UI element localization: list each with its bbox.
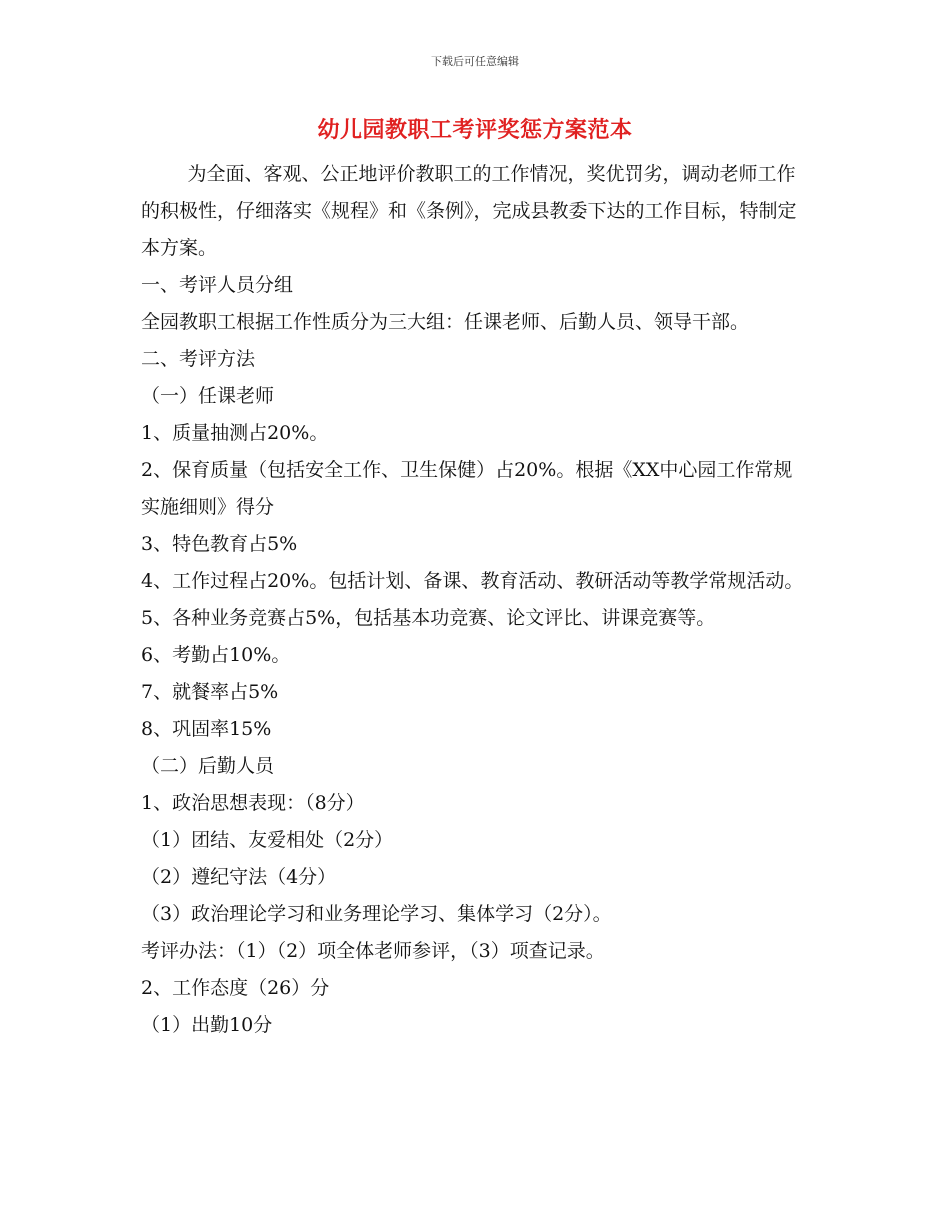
list-item: 7、就餐率占5%: [141, 681, 279, 703]
intro-paragraph: 为全面、客观、公正地评价教职工的工作情况，奖优罚劣，调动老师工作的积极性，仔细落实《规程》和《条例》，完成县教委下达的工作目标，特制定本方案。: [141, 163, 797, 259]
sub-list-item: （1）团结、友爱相处（2分）: [141, 829, 394, 851]
section-heading: 一、考评人员分组: [141, 274, 294, 296]
list-item: 2、保育质量（包括安全工作、卫生保健）占20%。根据《XX中心园工作常规实施细则》得分: [141, 459, 793, 518]
list-item: 2、工作态度（26）分: [141, 977, 330, 999]
list-item: 4、工作过程占20%。包括计划、备课、教育活动、教研活动等教学常规活动。: [141, 570, 804, 592]
sub-list-item: （2）遵纪守法（4分）: [141, 866, 337, 888]
list-item: 5、各种业务竞赛占5%，包括基本功竞赛、论文评比、讲课竞赛等。: [141, 607, 716, 629]
document-title: 幼儿园教职工考评奖惩方案范本: [317, 117, 633, 143]
section-heading: 二、考评方法: [141, 348, 256, 370]
sub-list-item: （3）政治理论学习和业务理论学习、集体学习（2分）。: [141, 903, 612, 925]
list-item: 6、考勤占10%。: [141, 644, 291, 666]
document-body: [141, 156, 811, 1044]
subsection-heading: （二）后勤人员: [141, 755, 275, 777]
paragraph: 全园教职工根据工作性质分为三大组：任课老师、后勤人员、领导干部。: [141, 311, 750, 333]
sub-list-item: （1）出勤10分: [141, 1014, 273, 1036]
list-item: 1、政治思想表现：（8分）: [141, 792, 365, 814]
list-item: 3、特色教育占5%: [141, 533, 298, 555]
list-item: 8、巩固率15%: [141, 718, 272, 740]
list-item: 1、质量抽测占20%。: [141, 422, 329, 444]
header-note: 下载后可任意编辑: [431, 55, 519, 68]
paragraph: 考评办法：（1）（2）项全体老师参评，（3）项查记录。: [141, 940, 605, 962]
subsection-heading: （一）任课老师: [141, 385, 275, 407]
